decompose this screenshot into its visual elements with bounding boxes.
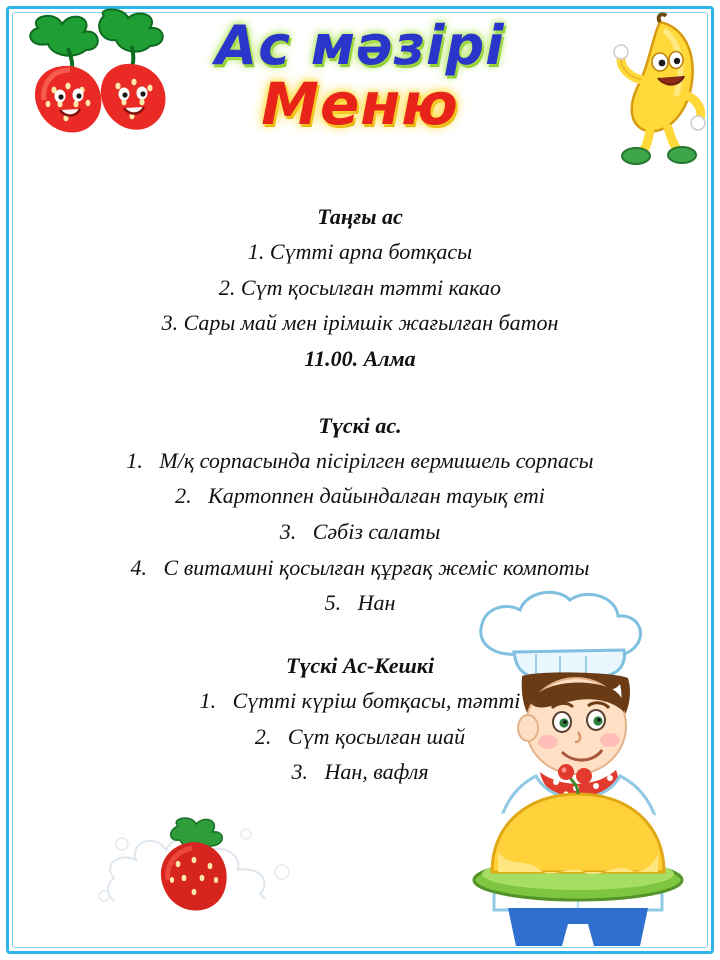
section-spacer: [0, 627, 720, 649]
section-heading: Таңғы ас: [317, 204, 403, 229]
menu-item: 3. Нан, вафля: [291, 759, 429, 785]
section-spacer: [0, 383, 720, 409]
menu-section-lunch: [0, 409, 720, 621]
menu-item: 2. Картоппен дайындалған тауық еті: [175, 483, 545, 509]
menu-content: [0, 200, 720, 796]
menu-item: 2. Сүт қосылған тәтті какао: [218, 274, 502, 300]
milk-splash-strawberry-icon: [96, 782, 326, 922]
menu-item: 11.00. Алма: [304, 345, 416, 371]
menu-item: 1. М/қ сорпасында пісірілген вермишель сорпасы: [126, 447, 594, 473]
menu-item: 5. Нан: [324, 590, 396, 616]
menu-item: 1. Сүтті күріш ботқасы, тәтті: [199, 687, 521, 713]
section-heading: Түскі Ас-Кешкі: [285, 652, 435, 678]
title-kazakh: Ас мәзірі: [215, 14, 505, 77]
menu-item: 3. Сары май мен ірімшік жағылған батон: [161, 310, 559, 336]
menu-item: 1. Сүтті арпа ботқасы: [247, 239, 473, 265]
menu-item: 3. Сәбіз салаты: [279, 518, 441, 544]
menu-section-breakfast: [0, 200, 720, 377]
menu-item: 4. С витамині қосылған құрғақ жеміс компоты: [130, 554, 590, 580]
menu-item: 2. Сүт қосылған шай: [254, 723, 466, 749]
poster-title: [0, 14, 720, 139]
menu-section-supper: [0, 649, 720, 790]
section-heading: Түскі ас.: [318, 412, 402, 438]
title-russian: Меню: [261, 70, 459, 139]
